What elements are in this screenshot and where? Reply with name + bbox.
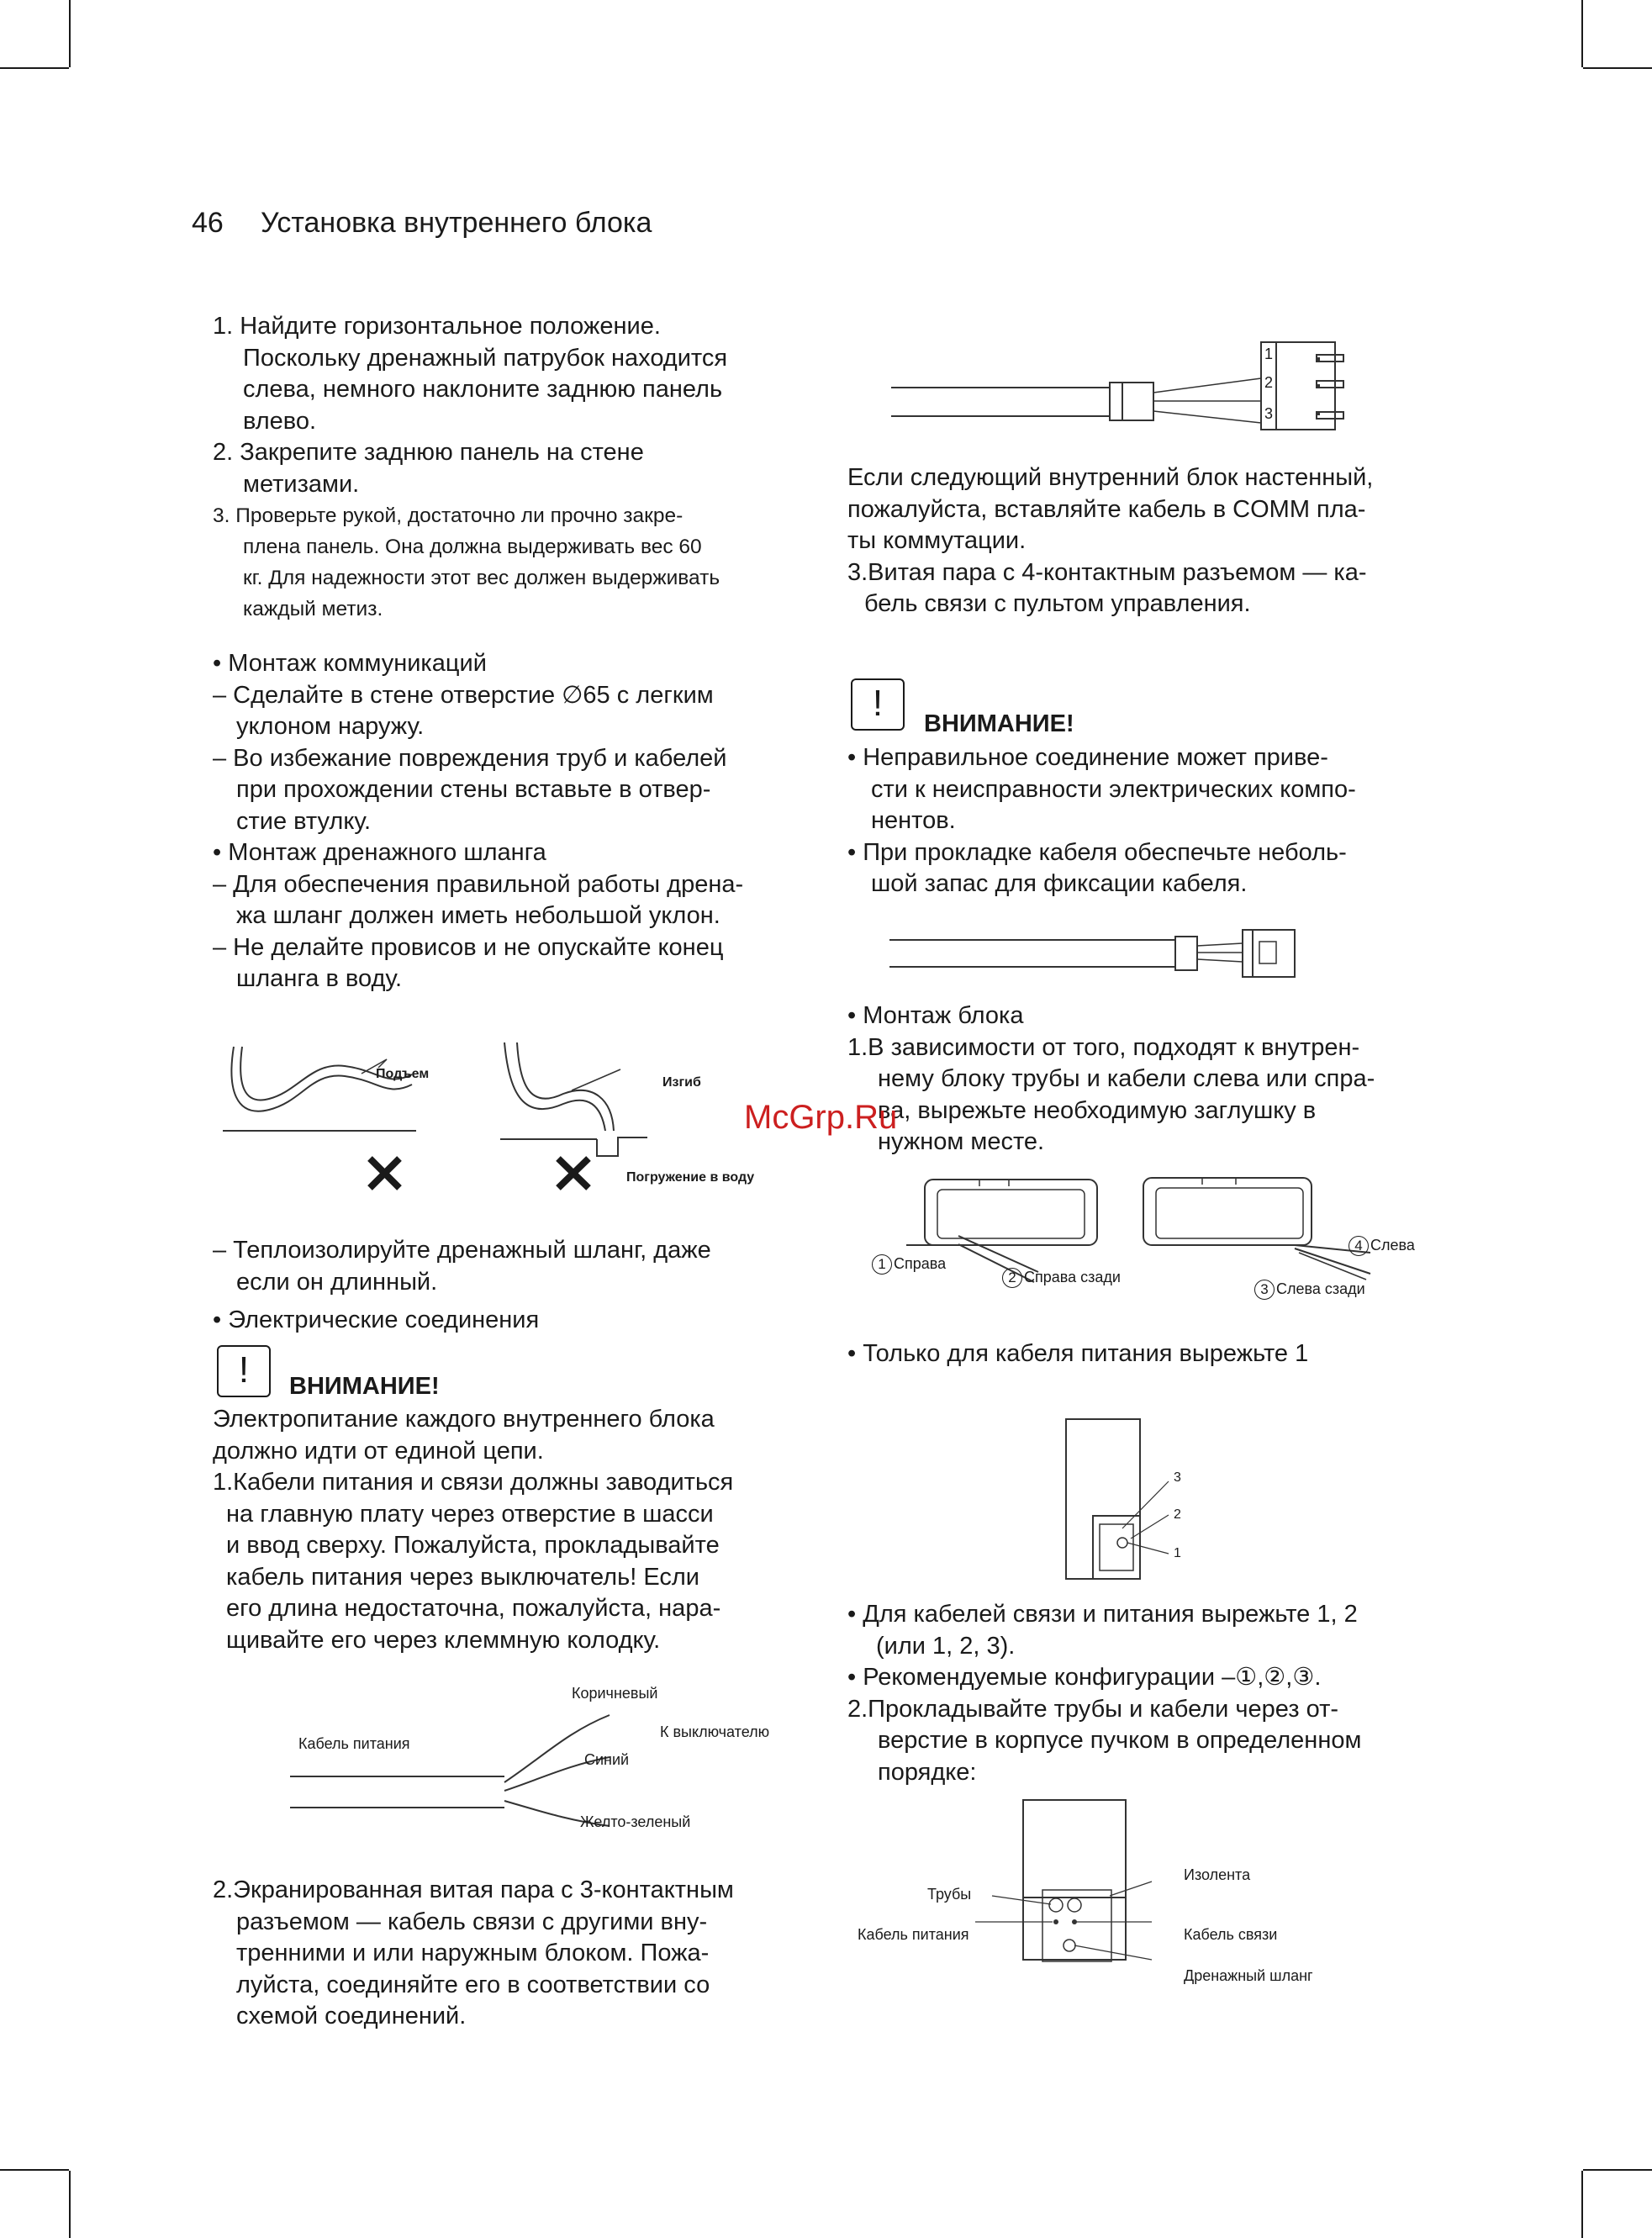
step-line: кг. Для надежности этот вес должен выдерживать — [243, 567, 720, 589]
list-line: (или 1, 2, 3). — [876, 1632, 1016, 1660]
warning-line: должно идти от единой цепи. — [213, 1437, 544, 1465]
mount-line: 1.В зависимости от того, подходят к внутрен- — [847, 1033, 1360, 1061]
label-submerge: Погружение в воду — [626, 1170, 755, 1185]
bundle-figure — [992, 1797, 1160, 1966]
pin-slot — [1316, 354, 1344, 362]
warning-icon: ! — [217, 1345, 271, 1397]
list-line: – Для обеспечения правильной работы дрена- — [213, 870, 744, 898]
comms-section — [213, 648, 743, 995]
crop-mark — [69, 2171, 71, 2238]
number-circle: 3 — [1254, 1280, 1275, 1300]
list-line: 2.Прокладывайте трубы и кабели через от- — [847, 1695, 1339, 1723]
knockout-right-back: 2 Справа сзади — [1002, 1268, 1121, 1288]
warning-line: его длина недостаточна, пожалуйста, нара- — [226, 1595, 721, 1622]
warning-line: кабель питания через выключатель! Если — [226, 1563, 699, 1591]
label-blue: Синий — [584, 1751, 630, 1768]
pin-slot — [1316, 411, 1344, 420]
cable-slack-figure — [889, 925, 1318, 984]
step-line: 2.Экранированная витая пара с 3-контактным — [213, 1876, 734, 1903]
step-line: Поскольку дренажный патрубок находится — [243, 344, 728, 372]
step-line: разъемом — кабель связи с другими вну- — [236, 1908, 708, 1935]
warning-title: ВНИМАНИЕ! — [289, 1373, 440, 1400]
para-line: бель связи с пультом управления. — [864, 590, 1251, 617]
list-line: • Электрические соединения — [213, 1306, 540, 1333]
mount-section — [847, 1000, 1375, 1159]
list-line: жа шланг должен иметь небольшой уклон. — [236, 902, 720, 929]
crop-mark — [1581, 0, 1583, 67]
step-line: каждый метиз. — [243, 598, 383, 620]
list-line: – Во избежание повреждения труб и кабелей — [213, 744, 727, 772]
warning-line: • Неправильное соединение может приве- — [847, 744, 1328, 771]
list-line: уклоном наружу. — [236, 713, 425, 740]
label-pipes: Трубы — [927, 1886, 972, 1903]
pin-label: 1 — [1264, 346, 1274, 362]
pin-slot — [1316, 380, 1344, 388]
pin-label: 2 — [1264, 374, 1274, 391]
step-line: метизами. — [243, 470, 360, 498]
step-line: влево. — [243, 407, 317, 435]
label-tape: Изолента — [1184, 1866, 1251, 1883]
warning-line: на главную плату через отверстие в шасси — [226, 1500, 714, 1528]
step-line: 2. Закрепите заднюю панель на стене — [213, 439, 644, 466]
list-line: верстие в корпусе пучком в определенном — [878, 1727, 1362, 1754]
warning-text — [213, 1404, 733, 1656]
cut-num: 1 — [1174, 1546, 1181, 1560]
warning-line: шой запас для фиксации кабеля. — [871, 870, 1248, 897]
list-line: • Рекомендуемые конфигурации –①,②,③. — [847, 1664, 1322, 1691]
crop-mark — [1583, 2169, 1652, 2171]
mount-line: нему блоку трубы и кабели слева или спра- — [878, 1065, 1375, 1092]
crop-mark — [69, 0, 71, 67]
power-only-text: • Только для кабеля питания вырежьте 1 — [847, 1340, 1309, 1367]
warning-line: нентов. — [871, 807, 956, 834]
list-line: – Сделайте в стене отверстие ∅65 с легким — [213, 681, 714, 709]
warning-line: Электропитание каждого внутреннего блока — [213, 1406, 715, 1433]
crop-mark — [1583, 67, 1652, 69]
knockout-right: 1 Справа — [872, 1254, 946, 1275]
para-line: 3.Витая пара с 4-контактным разъемом — ка- — [847, 558, 1367, 586]
step-line: схемой соединений. — [236, 2003, 467, 2030]
list-line: шланга в воду. — [236, 965, 403, 992]
connector-figure — [891, 340, 1362, 433]
step-line: тренними и или наружным блоком. Пожа- — [236, 1940, 710, 1966]
crop-mark — [0, 67, 69, 69]
list-line: стие втулку. — [236, 807, 371, 835]
label-rise: Подъем — [376, 1067, 430, 1081]
number-circle: 1 — [872, 1254, 892, 1275]
crop-mark — [1581, 2171, 1583, 2238]
step-line: луйста, соединяйте его в соответствии со — [236, 1971, 710, 1998]
step-line: 3. Проверьте рукой, достаточно ли прочно закре- — [213, 504, 683, 527]
list-line: – Теплоизолируйте дренажный шланг, даже — [213, 1237, 711, 1264]
warning-line: 1.Кабели питания и связи должны заводиться — [213, 1469, 734, 1496]
para-line: пожалуйста, вставляйте кабель в COMM пла- — [847, 495, 1366, 523]
mount-line: • Монтаж блока — [847, 1002, 1024, 1029]
crop-mark — [0, 2169, 69, 2171]
warning-title: ВНИМАНИЕ! — [924, 710, 1074, 737]
cut-figure — [1064, 1417, 1190, 1585]
mount-line: ва, вырежьте необходимую заглушку в — [878, 1096, 1317, 1124]
list-line: • Монтаж дренажного шланга — [213, 839, 546, 866]
warning-line: и ввод сверху. Пожалуйста, прокладывайте — [226, 1532, 720, 1559]
knockout-left-back: 3 Слева сзади — [1254, 1280, 1365, 1300]
step-line: плена панель. Она должна выдерживать вес 60 — [243, 536, 702, 558]
knockout-left: 4 Слева — [1349, 1236, 1415, 1256]
label-to-switch: К выключателю — [660, 1723, 770, 1740]
list-line: • Для кабелей связи и питания вырежьте 1, 2 — [847, 1601, 1358, 1628]
mount-line: нужном месте. — [878, 1128, 1045, 1155]
list-line: при прохождении стены вставьте в отвер- — [236, 776, 711, 803]
pin-label: 3 — [1264, 405, 1274, 422]
step-line: 1. Найдите горизонтальное положение. — [213, 313, 661, 340]
comm-text — [847, 462, 1373, 620]
label-yellow-green: Желто-зеленый — [580, 1813, 691, 1830]
warning-line: сти к неисправности электрических компо- — [871, 775, 1356, 803]
step-line: слева, немного наклоните заднюю панель — [243, 376, 723, 403]
list-line: – Не делайте провисов и не опускайте конец — [213, 933, 724, 961]
warning-items — [847, 742, 1356, 900]
cut-num: 3 — [1174, 1470, 1181, 1485]
label-power-cable: Кабель питания — [858, 1926, 969, 1943]
list-line: если он длинный. — [236, 1268, 438, 1296]
label-bend: Изгиб — [662, 1075, 701, 1090]
page-title: Установка внутреннего блока — [261, 207, 652, 239]
step2-text — [213, 1875, 734, 2033]
para-line: Если следующий внутренний блок настенный, — [847, 464, 1374, 491]
number-circle: 4 — [1349, 1236, 1369, 1256]
para-line: ты коммутации. — [847, 527, 1027, 554]
cut-num: 2 — [1174, 1507, 1181, 1522]
list-line: • Монтаж коммуникаций — [213, 650, 487, 677]
warning-line: • При прокладке кабеля обеспечьте неболь- — [847, 838, 1347, 866]
label-drain-hose: Дренажный шланг — [1184, 1967, 1313, 1984]
items2-section — [847, 1599, 1361, 1788]
insulate-section — [213, 1235, 711, 1337]
page-number: 46 — [192, 207, 224, 239]
install-steps — [213, 311, 727, 625]
number-circle: 2 — [1002, 1268, 1022, 1288]
label-brown: Коричневый — [572, 1685, 658, 1702]
list-line: порядке: — [878, 1758, 977, 1786]
warning-line: щивайте его через клеммную колодку. — [226, 1626, 661, 1654]
label-comm-cable: Кабель связи — [1184, 1926, 1278, 1943]
watermark: McGrp.Ru — [744, 1099, 898, 1136]
warning-icon: ! — [851, 678, 905, 731]
label-power-cable: Кабель питания — [298, 1735, 410, 1752]
